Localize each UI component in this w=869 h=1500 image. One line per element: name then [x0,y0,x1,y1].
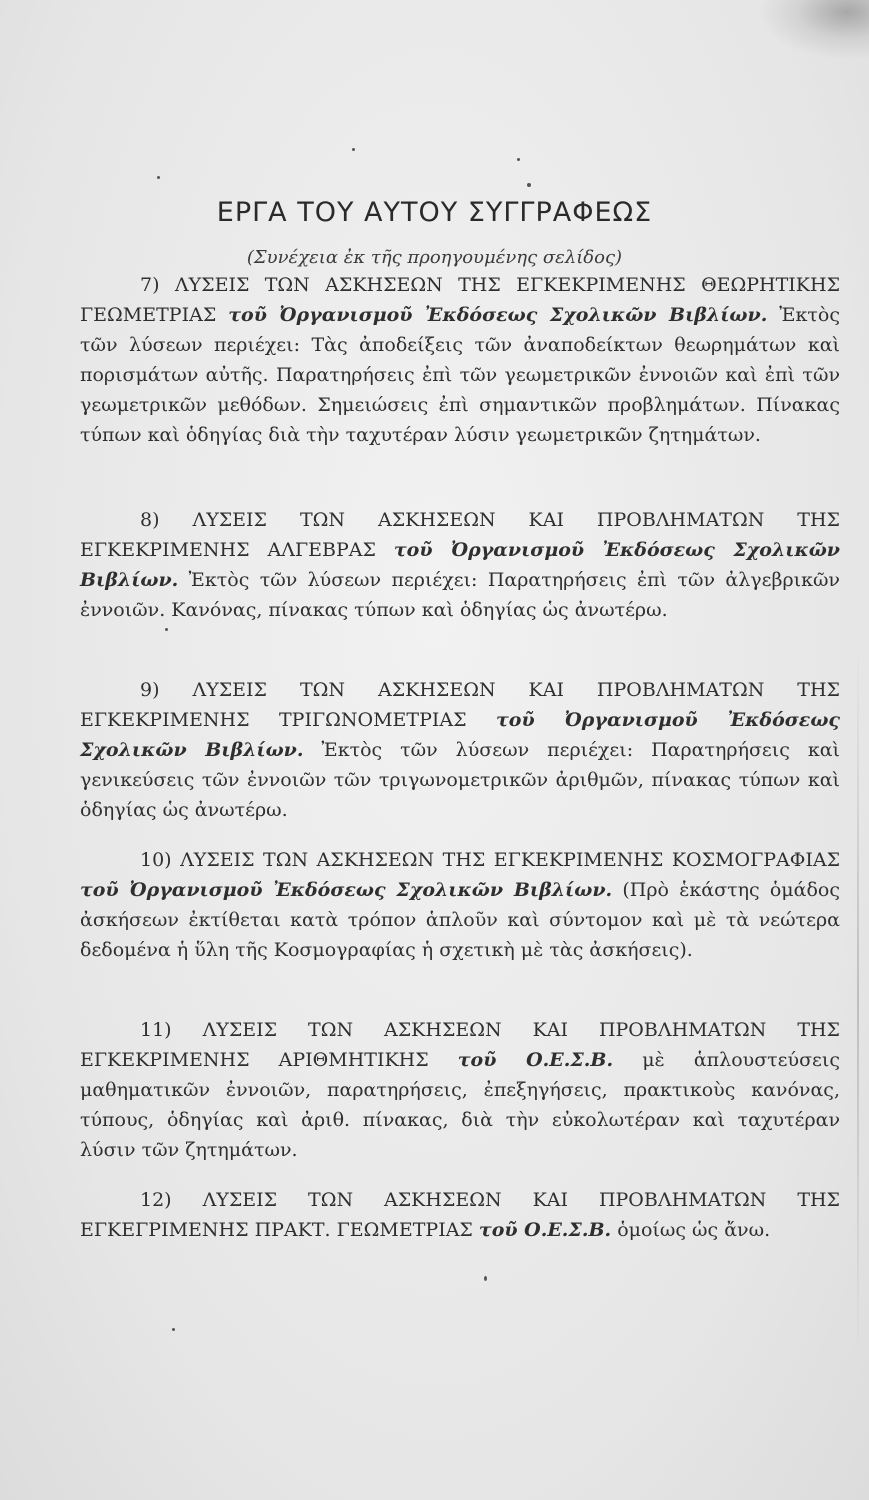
entry-text [80,675,840,825]
works-entry-9 [80,675,840,825]
entry-title: ΛΥΣΕΙΣ ΤΩΝ ΑΣΚΗΣΕΩΝ ΚΑΙ ΠΡΟΒΛΗΜΑΤΩΝ ΤΗΣ ΕΓΚΕΚΡΙΜΕΝΗΣ ΑΡΙΘΜΗΤΙΚΗΣ [80,1019,840,1071]
ink-speck [172,1328,175,1331]
entry-publisher: τοῦ Ὀργανισμοῦ Ἐκδόσεως Σχολικῶν Βιβλίων. [80,879,613,901]
works-entry-12 [80,1185,840,1245]
ink-speck [157,176,160,179]
entry-publisher: τοῦ Ὀργανισμοῦ Ἐκδόσεως Σχολικῶν Βιβλίων. [80,539,840,591]
ink-speck [484,1276,487,1281]
entry-title: ΛΥΣΕΙΣ ΤΩΝ ΑΣΚΗΣΕΩΝ ΤΗΣ ΕΓΚΕΚΡΙΜΕΝΗΣ ΚΟΣΜΟΓΡΑΦΙΑΣ [180,849,840,871]
continuation-note: (Συνέχεια ἐκ τῆς προηγουμένης σελίδος) [246,247,623,268]
entry-number: 12) [140,1189,172,1211]
ink-speck [352,148,355,151]
entry-description: Ἐκτὸς τῶν λύσεων περιέχει: Παρατηρήσεις καὶ γενικεύσεις τῶν ἐννοιῶν τῶν τριγωνομετρικῶν ἀριθμῶν, πίνακας τύπων καὶ ὁδηγίας ὡς ἀνωτέρω. [80,739,840,821]
entry-description: Ἐκτὸς τῶν λύσεων περιέχει: Παρατηρήσεις ἐπὶ τῶν ἀλγεβρικῶν ἐννοιῶν. Κανόνας, πίνακας τύπων καὶ ὁδηγίας ὡς ἀνωτέρω. [80,569,840,621]
works-entry-8 [80,505,840,625]
page-heading: ΕΡΓΑ ΤΟΥ ΑΥΤΟΥ ΣΥΓΓΡΑΦΕΩΣ [216,197,653,228]
entry-text [80,270,840,450]
entry-text [80,505,840,625]
works-entry-10 [80,845,840,965]
entry-title: ΛΥΣΕΙΣ ΤΩΝ ΑΣΚΗΣΕΩΝ ΚΑΙ ΠΡΟΒΛΗΜΑΤΩΝ ΤΗΣ ΕΓΚΕΓΡΙΜΕΝΗΣ ΠΡΑΚΤ. ΓΕΩΜΕΤΡΙΑΣ [80,1189,840,1241]
entry-description: (Πρὸ ἑκάστης ὁμάδος ἀσκήσεων ἐκτίθεται κατὰ τρόπον ἁπλοῦν καὶ σύντομον καὶ μὲ τὰ νεώτερα δεδομένα ἡ ὕλη τῆς Κοσμογραφίας ἡ σχετικὴ μὲ τὰς ἀσκήσεις). [80,879,840,961]
entry-title: ΛΥΣΕΙΣ ΤΩΝ ΑΣΚΗΣΕΩΝ ΚΑΙ ΠΡΟΒΛΗΜΑΤΩΝ ΤΗΣ ΕΓΚΕΚΡΙΜΕΝΗΣ ΤΡΙΓΩΝΟΜΕΤΡΙΑΣ [80,679,840,731]
page-edge-shadow [857,640,859,1360]
entry-number: 7) [140,274,160,296]
entry-title: ΛΥΣΕΙΣ ΤΩΝ ΑΣΚΗΣΕΩΝ ΚΑΙ ΠΡΟΒΛΗΜΑΤΩΝ ΤΗΣ ΕΓΚΕΚΡΙΜΕΝΗΣ ΑΛΓΕΒΡΑΣ [80,509,840,561]
entry-description: μὲ ἁπλουστεύσεις μαθηματικῶν ἐννοιῶν, παρατηρήσεις, ἐπεξηγήσεις, πρακτικοὺς κανόνας, τύπους, ὁδηγίας καὶ ἀριθ. πίνακας, διὰ τὴν εὐκολωτέραν καὶ ταχυτέραν λύσιν τῶν ζητημάτων. [80,1049,840,1161]
ink-speck [527,183,531,187]
entry-publisher: τοῦ Ο.Ε.Σ.Β. [457,1049,614,1071]
entry-publisher: τοῦ Ο.Ε.Σ.Β. [478,1219,612,1241]
entry-number: 9) [140,679,160,701]
entry-text [80,845,840,965]
entry-text [80,1185,840,1245]
works-entry-11 [80,1015,840,1165]
entry-text [80,1015,840,1165]
entry-number: 11) [140,1019,172,1041]
entry-number: 10) [140,849,172,871]
corner-stain [759,0,869,60]
entry-description: Ἐκτὸς τῶν λύσεων περιέχει: Τὰς ἀποδείξεις τῶν ἀναποδείκτων θεωρημάτων καὶ πορισμάτων αὐτῆς. Παρατηρήσεις ἐπὶ τῶν γεωμετρικῶν ἐννοιῶν καὶ ἐπὶ τῶν γεωμετρικῶν μεθόδων. Σημειώσεις ἐπὶ σημαντικῶν προβλημάτων. Πίνακας τύπων καὶ ὁδηγίας διὰ τὴν ταχυτέραν λύσιν γεωμετρικῶν ζητημάτων. [80,304,840,446]
entry-title: ΛΥΣΕΙΣ ΤΩΝ ΑΣΚΗΣΕΩΝ ΤΗΣ ΕΓΚΕΚΡΙΜΕΝΗΣ ΘΕΩΡΗΤΙΚΗΣ ΓΕΩΜΕΤΡΙΑΣ [80,274,841,326]
entry-number: 8) [140,509,160,531]
ink-speck [517,158,520,161]
ink-speck [165,628,168,631]
works-entry-7 [80,270,840,450]
entry-publisher: τοῦ Ὀργανισμοῦ Ἐκδόσεως Σχολικῶν Βιβλίων. [228,304,768,326]
entry-description: ὁμοίως ὡς ἄνω. [617,1219,771,1241]
entry-publisher: τοῦ Ὀργανισμοῦ Ἐκδόσεως Σχολικῶν Βιβλίων. [80,709,840,761]
